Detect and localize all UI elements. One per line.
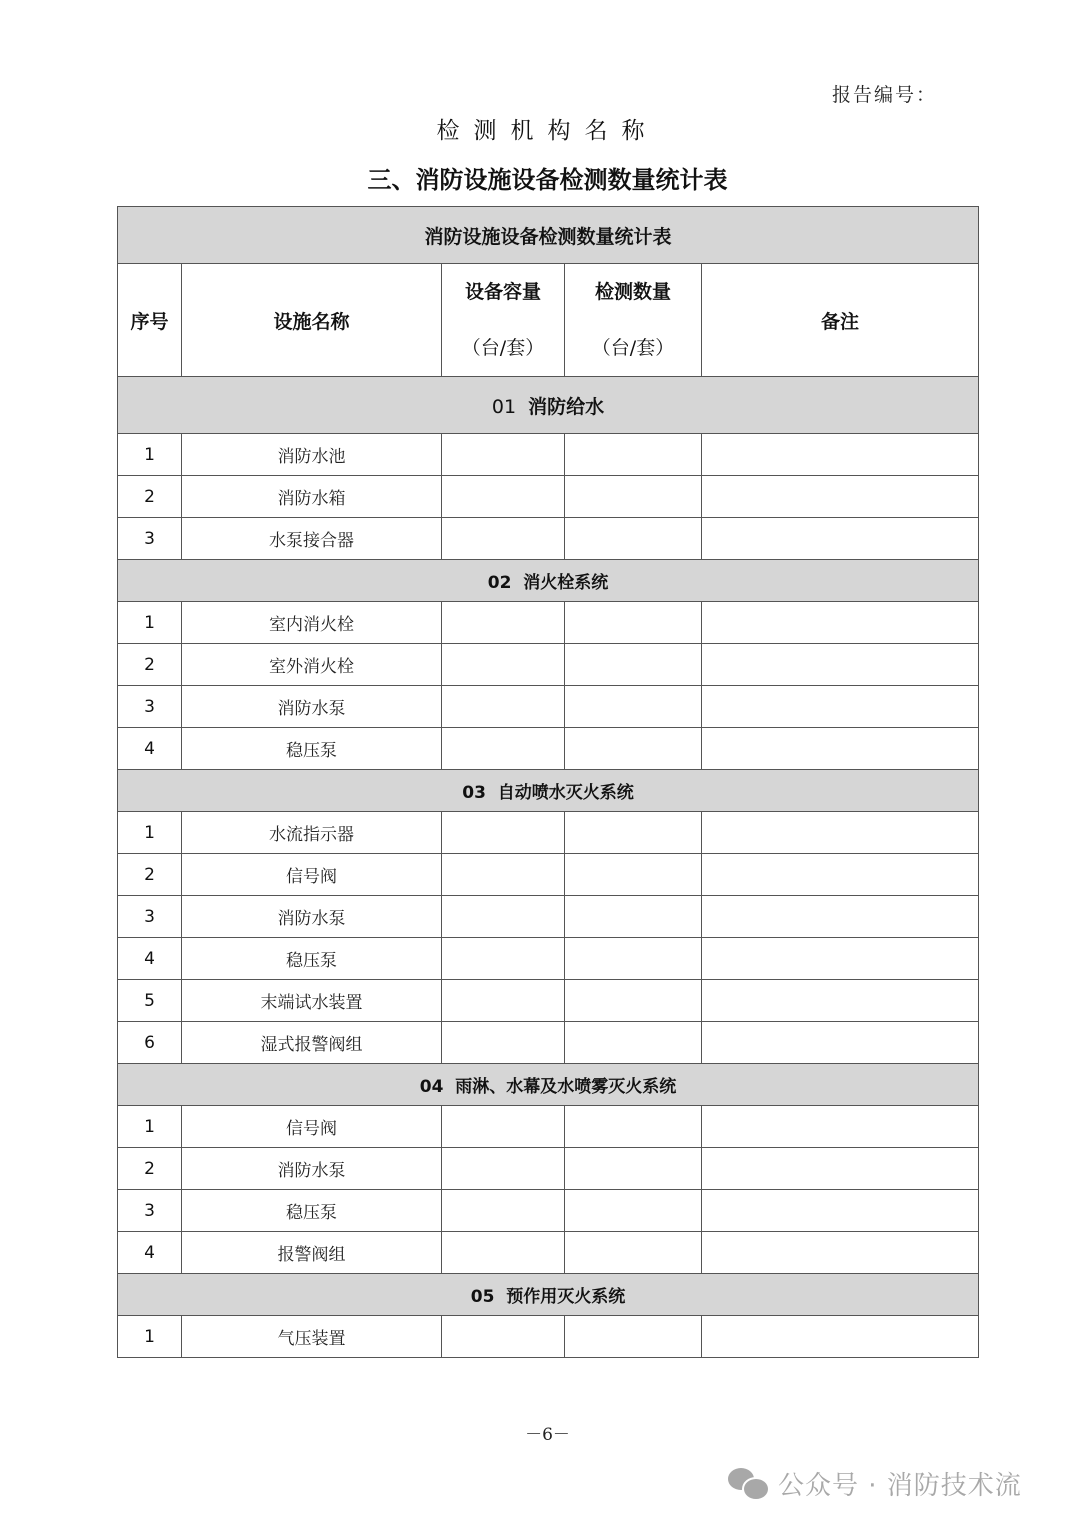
cell-capacity[interactable]	[442, 1190, 565, 1232]
cell-name: 气压装置	[182, 1316, 442, 1358]
cell-index: 2	[118, 476, 182, 518]
watermark-text: 公众号 · 消防技术流	[778, 1471, 1022, 1501]
group-title	[118, 1274, 979, 1316]
cell-index: 1	[118, 812, 182, 854]
cell-tested[interactable]	[565, 1148, 702, 1190]
group-code: 05	[470, 1287, 495, 1307]
cell-remarks[interactable]	[702, 434, 979, 476]
group-title	[118, 377, 979, 434]
cell-name: 消防水泵	[182, 686, 442, 728]
cell-capacity[interactable]	[442, 854, 565, 896]
organization-name: 检测机构名称	[436, 118, 659, 144]
cell-index: 1	[118, 602, 182, 644]
cell-remarks[interactable]	[702, 1022, 979, 1064]
cell-tested[interactable]	[565, 434, 702, 476]
cell-index: 2	[118, 644, 182, 686]
table-title-row	[118, 207, 979, 264]
group-row	[118, 377, 979, 434]
table-row	[118, 434, 979, 476]
cell-capacity[interactable]	[442, 1316, 565, 1358]
tested-label: 检测数量	[594, 281, 671, 303]
table-header-row	[118, 264, 979, 377]
cell-name: 信号阀	[182, 1106, 442, 1148]
column-header-name: 设施名称	[182, 264, 442, 377]
cell-remarks[interactable]	[702, 896, 979, 938]
group-name: 雨淋、水幕及水喷雾灭火系统	[455, 1077, 677, 1097]
cell-tested[interactable]	[565, 938, 702, 980]
page-number: －6－	[525, 1425, 570, 1445]
group-title	[118, 560, 979, 602]
cell-name: 消防水泵	[182, 1148, 442, 1190]
cell-remarks[interactable]	[702, 1148, 979, 1190]
cell-tested[interactable]	[565, 602, 702, 644]
cell-capacity[interactable]	[442, 728, 565, 770]
cell-name: 消防水箱	[182, 476, 442, 518]
equipment-count-table	[117, 206, 979, 1358]
group-title	[118, 1064, 979, 1106]
cell-name: 湿式报警阀组	[182, 1022, 442, 1064]
cell-name: 水流指示器	[182, 812, 442, 854]
cell-remarks[interactable]	[702, 980, 979, 1022]
cell-index: 4	[118, 728, 182, 770]
cell-capacity[interactable]	[442, 938, 565, 980]
cell-tested[interactable]	[565, 1106, 702, 1148]
wechat-icon	[728, 1466, 768, 1502]
group-title	[118, 770, 979, 812]
cell-tested[interactable]	[565, 854, 702, 896]
cell-tested[interactable]	[565, 1316, 702, 1358]
column-header-capacity	[442, 264, 565, 377]
table-row	[118, 896, 979, 938]
column-header-remarks: 备注	[702, 264, 979, 377]
group-row	[118, 560, 979, 602]
cell-tested[interactable]	[565, 1232, 702, 1274]
cell-remarks[interactable]	[702, 854, 979, 896]
section-title: 三、消防设施设备检测数量统计表	[367, 166, 728, 194]
cell-remarks[interactable]	[702, 938, 979, 980]
cell-capacity[interactable]	[442, 980, 565, 1022]
column-header-index: 序号	[118, 264, 182, 377]
table-row	[118, 644, 979, 686]
capacity-label: 设备容量	[464, 281, 541, 303]
cell-name: 稳压泵	[182, 728, 442, 770]
table-row	[118, 938, 979, 980]
table-row	[118, 1106, 979, 1148]
cell-tested[interactable]	[565, 476, 702, 518]
cell-index: 3	[118, 1190, 182, 1232]
cell-name: 消防水池	[182, 434, 442, 476]
cell-index: 6	[118, 1022, 182, 1064]
watermark	[728, 1465, 1022, 1502]
cell-remarks[interactable]	[702, 686, 979, 728]
table-row	[118, 1190, 979, 1232]
table-row	[118, 854, 979, 896]
cell-tested[interactable]	[565, 812, 702, 854]
cell-capacity[interactable]	[442, 896, 565, 938]
cell-capacity[interactable]	[442, 1232, 565, 1274]
cell-remarks[interactable]	[702, 1232, 979, 1274]
group-name: 消防给水	[528, 395, 605, 418]
tested-unit: （台/套）	[591, 337, 675, 359]
group-name: 消火栓系统	[523, 573, 609, 593]
cell-remarks[interactable]	[702, 518, 979, 560]
table-row	[118, 980, 979, 1022]
cell-index: 1	[118, 434, 182, 476]
cell-remarks[interactable]	[702, 644, 979, 686]
cell-index: 3	[118, 686, 182, 728]
group-name: 自动喷水灭火系统	[497, 783, 634, 803]
group-code: 03	[462, 783, 486, 803]
cell-tested[interactable]	[565, 518, 702, 560]
cell-capacity[interactable]	[442, 518, 565, 560]
cell-index: 5	[118, 980, 182, 1022]
cell-tested[interactable]	[565, 896, 702, 938]
cell-tested[interactable]	[565, 980, 702, 1022]
cell-remarks[interactable]	[702, 1316, 979, 1358]
table-row	[118, 1148, 979, 1190]
group-code: 02	[487, 573, 512, 593]
cell-remarks[interactable]	[702, 602, 979, 644]
cell-name: 室外消火栓	[182, 644, 442, 686]
report-number-label: 报告编号：	[832, 84, 938, 106]
cell-name: 水泵接合器	[182, 518, 442, 560]
group-row	[118, 770, 979, 812]
table-row	[118, 602, 979, 644]
group-code: 01	[491, 395, 517, 418]
cell-index: 4	[118, 938, 182, 980]
table-row	[118, 476, 979, 518]
cell-index: 3	[118, 518, 182, 560]
cell-index: 1	[118, 1106, 182, 1148]
table-row	[118, 1316, 979, 1358]
cell-capacity[interactable]	[442, 434, 565, 476]
table-row	[118, 812, 979, 854]
cell-index: 4	[118, 1232, 182, 1274]
capacity-unit: （台/套）	[461, 337, 545, 359]
cell-tested[interactable]	[565, 728, 702, 770]
cell-remarks[interactable]	[702, 1190, 979, 1232]
cell-index: 2	[118, 854, 182, 896]
cell-capacity[interactable]	[442, 644, 565, 686]
cell-capacity[interactable]	[442, 602, 565, 644]
cell-capacity[interactable]	[442, 1106, 565, 1148]
table-row	[118, 728, 979, 770]
cell-capacity[interactable]	[442, 686, 565, 728]
cell-remarks[interactable]	[702, 476, 979, 518]
cell-remarks[interactable]	[702, 728, 979, 770]
cell-tested[interactable]	[565, 644, 702, 686]
cell-tested[interactable]	[565, 1190, 702, 1232]
cell-capacity[interactable]	[442, 1022, 565, 1064]
cell-remarks[interactable]	[702, 1106, 979, 1148]
group-code: 04	[419, 1077, 444, 1097]
cell-index: 1	[118, 1316, 182, 1358]
cell-name: 稳压泵	[182, 1190, 442, 1232]
cell-tested[interactable]	[565, 686, 702, 728]
cell-capacity[interactable]	[442, 476, 565, 518]
group-row	[118, 1274, 979, 1316]
cell-capacity[interactable]	[442, 812, 565, 854]
group-name: 预作用灭火系统	[506, 1287, 626, 1307]
cell-name: 信号阀	[182, 854, 442, 896]
table-title: 消防设施设备检测数量统计表	[118, 207, 979, 264]
group-row	[118, 1064, 979, 1106]
cell-name: 室内消火栓	[182, 602, 442, 644]
cell-name: 末端试水装置	[182, 980, 442, 1022]
table-row	[118, 1232, 979, 1274]
cell-remarks[interactable]	[702, 812, 979, 854]
table-row	[118, 1022, 979, 1064]
cell-capacity[interactable]	[442, 1148, 565, 1190]
cell-name: 稳压泵	[182, 938, 442, 980]
table-row	[118, 686, 979, 728]
column-header-tested	[565, 264, 702, 377]
cell-index: 2	[118, 1148, 182, 1190]
cell-name: 消防水泵	[182, 896, 442, 938]
cell-name: 报警阀组	[182, 1232, 442, 1274]
table-row	[118, 518, 979, 560]
cell-index: 3	[118, 896, 182, 938]
cell-tested[interactable]	[565, 1022, 702, 1064]
